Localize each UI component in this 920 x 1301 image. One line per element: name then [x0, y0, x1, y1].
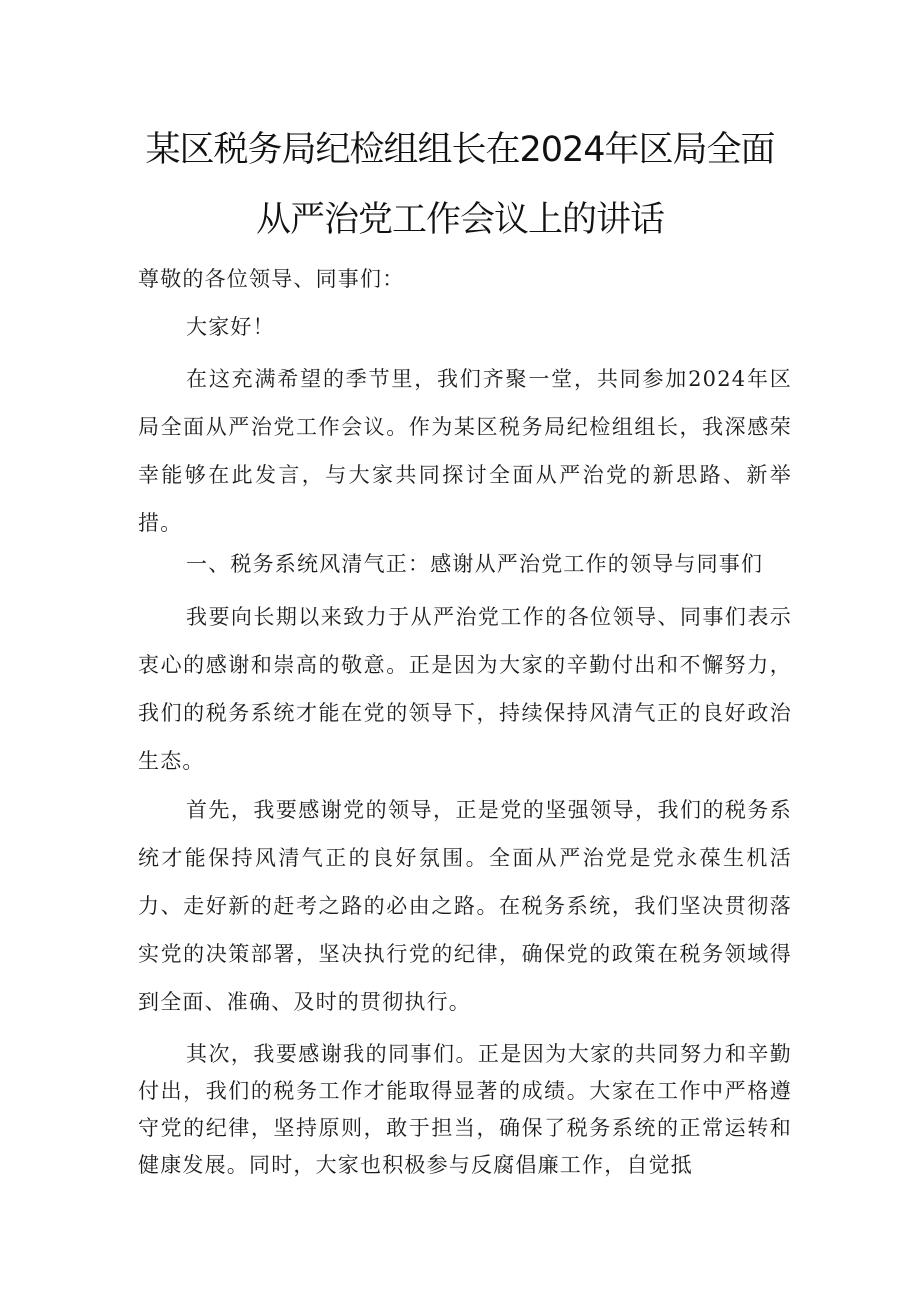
- paragraph-intro: [138, 355, 792, 547]
- document-title-line-1: 某区税务局纪检组组长在2024年区局全面: [145, 130, 775, 170]
- salutation-text: 尊敬的各位领导、同事们：: [138, 267, 405, 291]
- paragraph-second-text: 其次，我要感谢我的同事们。正是因为大家的共同努力和辛勤付出，我们的税务工作才能取得显著的成绩。大家在工作中严格遵守党的纪律，坚持原则，敢于担当，确保了税务系统的正常运转和健康发展。同时，大家也积极参与反腐倡廉工作，自觉抵: [138, 1042, 792, 1177]
- paragraph-intro-text: 在这充满希望的季节里，我们齐聚一堂，共同参加2024年区局全面从严治党工作会议。作为某区税务局纪检组组长，我深感荣幸能够在此发言，与大家共同探讨全面从严治党的新思路、新举措。: [138, 367, 792, 535]
- paragraph-second: [138, 1036, 792, 1184]
- paragraph-thanks-text: 我要向长期以来致力于从严治党工作的各位领导、同事们表示衷心的感谢和崇高的敬意。正是因为大家的辛勤付出和不懈努力，我们的税务系统才能在党的领导下，持续保持风清气正的良好政治生态。: [138, 605, 792, 773]
- section-heading-1-text: 一、税务系统风清气正：感谢从严治党工作的领导与同事们: [186, 552, 764, 576]
- section-heading-1: [138, 548, 792, 580]
- document-title-line-2: 从严治党工作会议上的讲话: [255, 200, 664, 240]
- paragraph-thanks: [138, 593, 792, 785]
- greeting-text: 大家好！: [186, 315, 275, 339]
- paragraph-first-text: 首先，我要感谢党的领导，正是党的坚强领导，我们的税务系统才能保持风清气正的良好氛围。全面从严治党是党永葆生机活力、走好新的赶考之路的必由之路。在税务系统，我们坚决贯彻落实党的决策部署，坚决执行党的纪律，确保党的政策在税务领域得到全面、准确、及时的贯彻执行。: [138, 798, 792, 1014]
- salutation: [138, 265, 792, 293]
- greeting: [138, 313, 792, 341]
- paragraph-first: [138, 786, 792, 1026]
